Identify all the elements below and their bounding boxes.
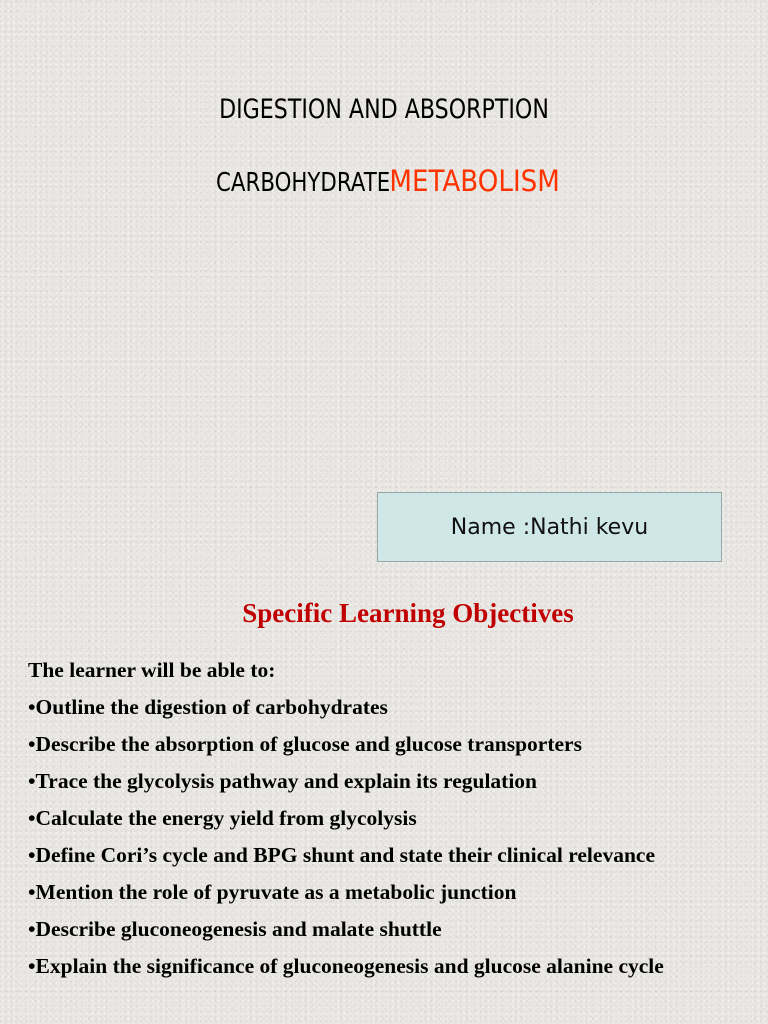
slide-title: DIGESTION AND ABSORPTION xyxy=(219,94,549,125)
subtitle-plain: CARBOHYDRATE xyxy=(216,168,397,198)
list-item: •Describe gluconeogenesis and malate shuttle xyxy=(28,917,442,941)
list-item: •Trace the glycolysis pathway and explain its regulation xyxy=(28,769,538,793)
list-item: •Explain the significance of gluconeogenesis and glucose alanine cycle xyxy=(28,954,664,978)
objectives-intro: The learner will be able to: xyxy=(28,658,276,682)
list-item: •Calculate the energy yield from glycolysis xyxy=(28,806,417,830)
objectives-heading: Specific Learning Objectives xyxy=(242,598,574,628)
author-name: Name :Nathi kevu xyxy=(450,514,649,540)
slide-subtitle xyxy=(69,164,699,200)
subtitle-accent: METABOLISM xyxy=(389,164,560,198)
name-box xyxy=(377,492,722,562)
list-item: •Mention the role of pyruvate as a metabolic junction xyxy=(28,880,517,904)
list-item: •Describe the absorption of glucose and glucose transporters xyxy=(28,732,582,756)
list-item: •Outline the digestion of carbohydrates xyxy=(28,695,388,719)
objectives-list xyxy=(28,656,748,989)
list-item: •Define Cori’s cycle and BPG shunt and state their clinical relevance xyxy=(28,843,655,867)
